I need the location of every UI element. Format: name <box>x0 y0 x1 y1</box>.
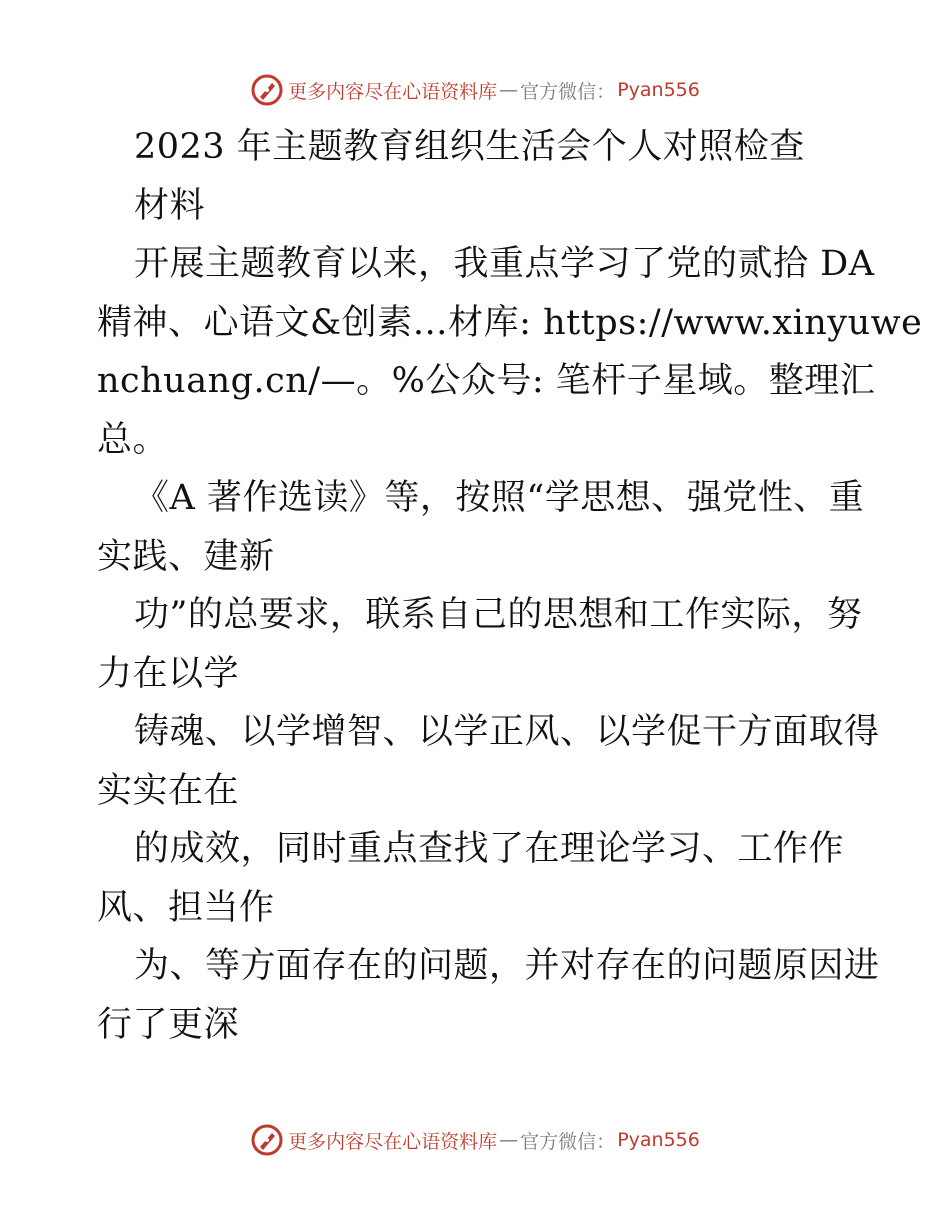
text-line: 实践、建新 <box>97 536 275 577</box>
banner-text: 更多内容尽在心语资料库 <box>288 80 498 103</box>
text-line: 风、担当作 <box>97 887 275 928</box>
footer-banner <box>0 1120 950 1160</box>
text-line: 行了更深 <box>97 1004 240 1045</box>
text-line: 精神、心语文&创素…材库: https://www.xinyuwe <box>97 302 923 343</box>
text-line: 2023 年主题教育组织生活会个人对照检查 <box>134 127 805 167</box>
text-line: 实实在在 <box>97 770 240 811</box>
banner-wechat-label: 官方微信： <box>520 80 616 103</box>
header-banner <box>0 70 950 110</box>
banner-wechat-label: 官方微信： <box>520 1130 616 1153</box>
banner-separator: — <box>499 1129 519 1151</box>
text-line: 材料 <box>134 185 206 226</box>
text-line: nchuang.cn/—。%公众号: 笔杆子星域。整理汇 <box>97 361 876 401</box>
banner-text: 更多内容尽在心语资料库 <box>288 1130 498 1153</box>
document-body <box>97 118 923 1054</box>
pen-logo-icon <box>250 73 284 107</box>
text-line: 《A 著作选读》等，按照“学思想、强党性、重 <box>134 478 865 518</box>
text-line: 总。 <box>97 419 169 460</box>
text-line: 功”的总要求，联系自己的思想和工作实际，努 <box>134 595 863 635</box>
banner-wechat-id: Pyan556 <box>617 1129 700 1151</box>
banner-separator: — <box>499 79 519 101</box>
text-line: 的成效，同时重点查找了在理论学习、工作作 <box>134 829 845 869</box>
text-line: 为、等方面存在的问题，并对存在的问题原因进 <box>134 946 880 986</box>
banner-wechat-id: Pyan556 <box>617 79 700 101</box>
text-line: 力在以学 <box>97 653 240 694</box>
text-line: 开展主题教育以来，我重点学习了党的贰拾 DA <box>134 244 875 284</box>
pen-logo-icon <box>250 1123 284 1157</box>
text-line: 铸魂、以学增智、以学正风、以学促干方面取得 <box>134 712 880 752</box>
